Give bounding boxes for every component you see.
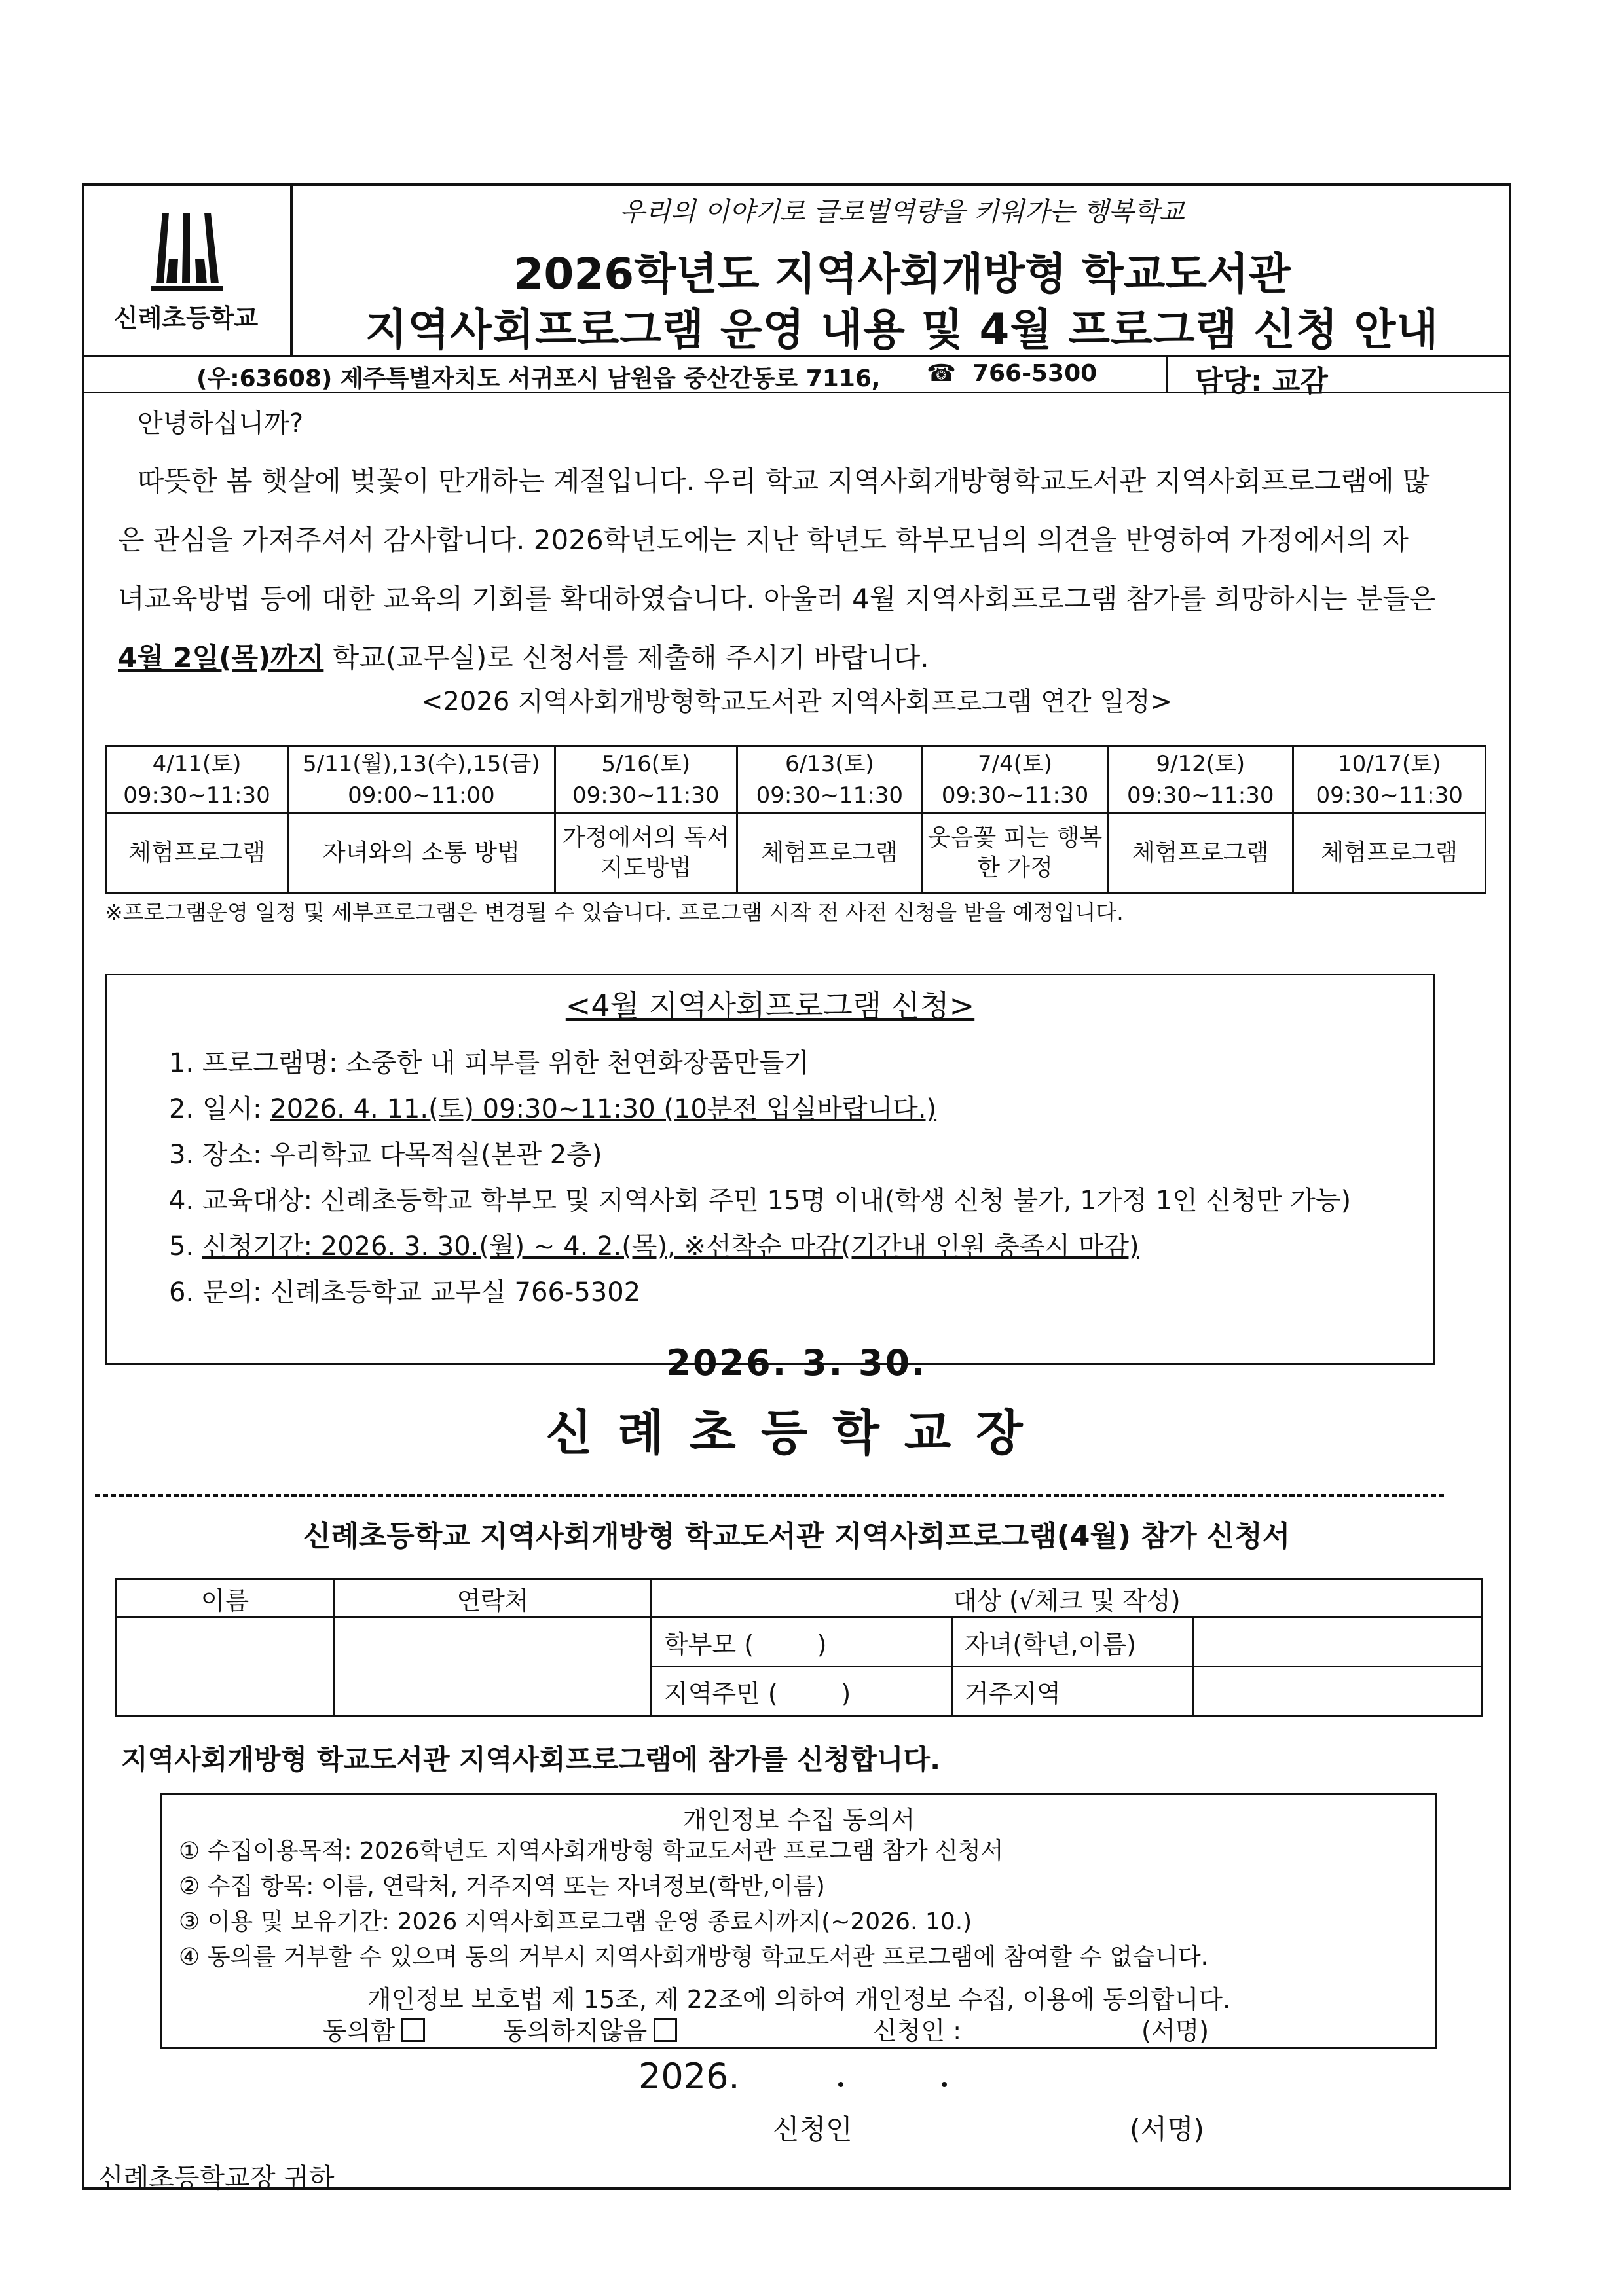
intro-paragraph — [118, 452, 1436, 687]
logo-school-name: 신례초등학교 — [113, 304, 259, 333]
schedule-cell: 7/4(토) 09:30~11:30 — [922, 746, 1107, 814]
schedule-program: 체험프로그램 — [737, 814, 922, 893]
document-title-line2: 지역사회프로그램 운영 내용 및 4월 프로그램 신청 안내 — [365, 304, 1439, 355]
table-row — [116, 1579, 1483, 1618]
intro-line — [118, 629, 1428, 687]
document-title-line1: 2026학년도 지역사회개방형 학교도서관 — [513, 249, 1291, 299]
school-logo-box — [82, 183, 293, 357]
list-item: 4. 교육대상: 신례초등학교 학부모 및 지역사회 주민 15명 이내(학생 신청 불가, 1가정 1인 신청만 가능) — [169, 1186, 1352, 1216]
list-item: 2. 일시: 2026. 4. 11.(토) 09:30~11:30 (10분전 입실바랍니다.) — [169, 1094, 937, 1124]
list-item: 6. 문의: 신례초등학교 교무실 766-5302 — [169, 1277, 641, 1307]
col-target: 대상 (√체크 및 작성) — [652, 1579, 1483, 1618]
residence-label: 거주지역 — [952, 1667, 1194, 1716]
form-title: 신례초등학교 지역사회개방형 학교도서관 지역사회프로그램(4월) 참가 신청서 — [303, 1520, 1291, 1553]
application-date: 2026. — [638, 2056, 947, 2097]
name-input-cell[interactable] — [116, 1618, 335, 1716]
apply-statement: 지역사회개방형 학교도서관 지역사회프로그램에 참가를 신청합니다. — [121, 1743, 941, 1776]
privacy-title: 개인정보 수집 동의서 — [682, 1806, 915, 1834]
agree-option[interactable]: 동의함 — [323, 2011, 425, 2047]
phone-icon: ☎ — [927, 360, 956, 387]
contact-row — [82, 357, 1511, 398]
contact-divider — [1166, 357, 1168, 392]
disagree-option[interactable]: 동의하지않음 — [503, 2011, 677, 2047]
intro-line: 따뜻한 봄 햇살에 벚꽃이 만개하는 계절입니다. 우리 학교 지역사회개방형학교도서관 지역사회프로그램에 많 — [138, 465, 1430, 497]
schedule-cell: 4/11(토) 09:30~11:30 — [106, 746, 288, 814]
disagree-checkbox[interactable] — [654, 2018, 677, 2042]
final-signature-field[interactable]: (서명) — [1130, 2113, 1204, 2145]
child-input-cell[interactable] — [1194, 1618, 1483, 1667]
consent-row — [162, 2011, 1435, 2046]
list-item: ① 수집이용목적: 2026학년도 지역사회개방형 학교도서관 프로그램 참가 신청서 — [179, 1838, 1004, 1865]
school-slogan: 우리의 이야기로 글로벌역량을 키워가는 행복학교 — [619, 197, 1185, 227]
application-form-table — [115, 1578, 1483, 1717]
contact-input-cell[interactable] — [335, 1618, 652, 1716]
schedule-program: 체험프로그램 — [1108, 814, 1293, 893]
list-item: 3. 장소: 우리학교 다목적실(본관 2층) — [169, 1140, 602, 1170]
recipient: 신례초등학교장 귀하 — [98, 2163, 335, 2193]
schedule-note: ※프로그램운영 일정 및 세부프로그램은 변경될 수 있습니다. 프로그램 시작 전 사전 신청을 받을 예정입니다. — [105, 900, 1124, 925]
applicant-label: 신청인 : — [873, 2016, 962, 2045]
schedule-cell: 6/13(토) 09:30~11:30 — [737, 746, 922, 814]
schedule-table — [105, 745, 1486, 894]
agree-checkbox[interactable] — [401, 2018, 425, 2042]
school-phone — [927, 360, 1097, 387]
school-logo-icon — [151, 213, 223, 291]
school-address: (우:63608) 제주특별자치도 서귀포시 남원읍 중산간동로 7116, — [196, 365, 881, 392]
list-item: 1. 프로그램명: 소중한 내 피부를 위한 천연화장품만들기 — [169, 1048, 810, 1078]
schedule-cell: 9/12(토) 09:30~11:30 — [1108, 746, 1293, 814]
april-program-box — [105, 974, 1435, 1365]
schedule-cell: 5/11(월),13(수),15(금) 09:00~11:00 — [288, 746, 555, 814]
list-item: 5. 신청기간: 2026. 3. 30.(월) ~ 4. 2.(목), ※선착순 마감(기간내 인원 충족시 마감) — [169, 1231, 1139, 1262]
april-details-list — [169, 1042, 1351, 1317]
final-applicant-label: 신청인 — [773, 2113, 853, 2145]
contact-bottom-line — [82, 392, 1511, 393]
schedule-program: 자녀와의 소통 방법 — [288, 814, 555, 893]
april-title: <4월 지역사회프로그램 신청> — [565, 988, 975, 1023]
schedule-cell: 10/17(토) 09:30~11:30 — [1293, 746, 1486, 814]
list-item: ③ 이용 및 보유기간: 2026 지역사회프로그램 운영 종료시까지(~2026. 10.) — [179, 1908, 972, 1935]
manager-label: 담당: 교감 — [1195, 365, 1328, 398]
intro-line-rest: 학교(교무실)로 신청서를 제출해 주시기 바랍니다. — [323, 642, 929, 674]
schedule-date-row — [106, 746, 1486, 814]
principal-name: 신례초등학교장 — [545, 1405, 1048, 1461]
table-row — [116, 1618, 1483, 1667]
col-contact: 연락처 — [335, 1579, 652, 1618]
privacy-list — [179, 1834, 1208, 1975]
residence-input-cell[interactable] — [1194, 1667, 1483, 1716]
intro-line: 녀교육방법 등에 대한 교육의 기회를 확대하였습니다. 아울러 4월 지역사회프로그램 참가를 희망하시는 분들은 — [118, 583, 1436, 615]
child-label: 자녀(학년,이름) — [952, 1618, 1194, 1667]
privacy-consent-box — [160, 1793, 1437, 2049]
phone-number: 766-5300 — [972, 360, 1098, 387]
resident-checkbox[interactable]: 지역주민 ( ) — [652, 1667, 952, 1716]
issue-date: 2026. 3. 30. — [666, 1342, 927, 1383]
intro-line: 은 관심을 가져주셔서 감사합니다. 2026학년도에는 지난 학년도 학부모님의 의견을 반영하여 가정에서의 자 — [118, 524, 1409, 556]
greeting: 안녕하십니까? — [138, 409, 304, 439]
privacy-law: 개인정보 보호법 제 15조, 제 22조에 의하여 개인정보 수집, 이용에 동의합니다. — [367, 1985, 1231, 2014]
schedule-program-row — [106, 814, 1486, 893]
schedule-program: 체험프로그램 — [106, 814, 288, 893]
deadline-highlight: 4월 2일(목)까지 — [118, 642, 324, 674]
signature-field[interactable]: (서명) — [1141, 2016, 1209, 2045]
schedule-program: 웃음꽃 피는 행복한 가정 — [922, 814, 1107, 893]
schedule-program: 체험프로그램 — [1293, 814, 1486, 893]
schedule-title: <2026 지역사회개방형학교도서관 지역사회프로그램 연간 일정> — [420, 687, 1173, 717]
schedule-program: 가정에서의 독서지도방법 — [555, 814, 737, 893]
col-name: 이름 — [116, 1579, 335, 1618]
list-item: ② 수집 항목: 이름, 연락처, 거주지역 또는 자녀정보(학반,이름) — [179, 1873, 825, 1900]
cut-line — [95, 1494, 1444, 1497]
schedule-cell: 5/16(토) 09:30~11:30 — [555, 746, 737, 814]
parent-checkbox[interactable]: 학부모 ( ) — [652, 1618, 952, 1667]
list-item: ④ 동의를 거부할 수 있으며 동의 거부시 지역사회개방형 학교도서관 프로그램에 참여할 수 없습니다. — [179, 1944, 1209, 1971]
